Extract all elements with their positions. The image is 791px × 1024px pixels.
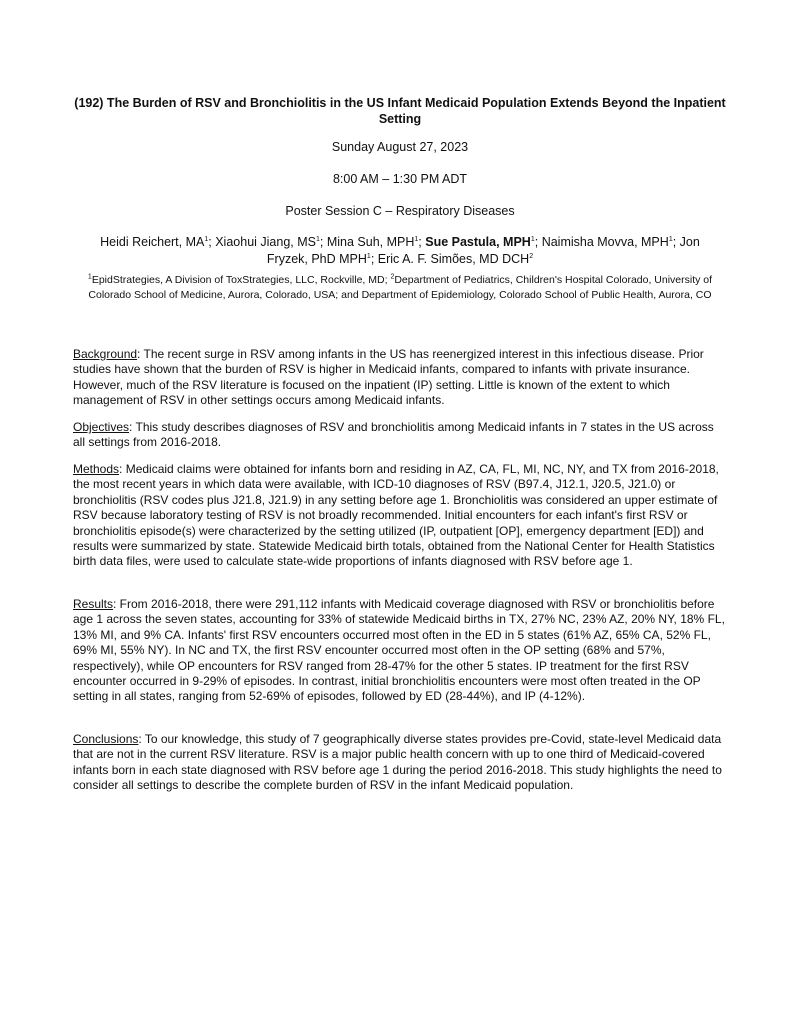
session-date: Sunday August 27, 2023 — [331, 140, 469, 154]
author: Eric A. F. Simões, MD DCH$^2$ — [377, 252, 534, 266]
section-heading: Results — [73, 597, 114, 611]
section-heading: Conclusions — [73, 732, 139, 746]
section-background — [73, 347, 725, 409]
abstract-title: (192) The Burden of RSV and Bronchiolitis in the US Infant Medicaid Population Extends Beyond the Inpatient Setting — [74, 96, 726, 126]
author-list — [95, 234, 705, 268]
section-body: : This study describes diagnoses of RSV and bronchiolitis among Medicaid infants in 7 states in the US across all settings from 2016-2018. — [73, 420, 714, 450]
section-conclusions — [73, 732, 725, 794]
section-objectives — [73, 420, 725, 451]
author: Naimisha Movva, MPH$^1$; — [541, 235, 680, 249]
section-methods — [73, 462, 725, 570]
presenting-author: Sue Pastula, MPH$^1$; — [425, 235, 542, 249]
author: Xiaohui Jiang, $MS^1$; — [215, 235, 327, 249]
section-body: : To our knowledge, this study of 7 geographically diverse states provides pre-Covid, state-level Medicaid data that are not in the current RSV literature. RSV is a major public health concern with up to one third of Medicaid-covered infants born in each state diagnosed with RSV before age 1 during the period 2016-2018. This study highlights the need to consider all settings to describe the complete burden of RSV in the infant Medicaid population. — [73, 732, 722, 793]
section-heading: Background — [73, 347, 138, 361]
section-heading: Methods — [73, 462, 120, 476]
affiliations: $^1$EpidStrategies, A Division of ToxStrategies, LLC, Rockville, MD; $^2$Department of Pediatrics, Children's Hospital Colorado, University of Colorado School of Medicine, Aurora, Colorado, USA; and Department of Epidemiology, Colorado School of Public Health, Aurora, CO — [87, 273, 713, 301]
session-name: Poster Session C – Respiratory Diseases — [285, 204, 515, 218]
section-heading: Objectives — [73, 420, 130, 434]
section-body: : Medicaid claims were obtained for infants born and residing in AZ, CA, FL, MI, NC, NY, and TX from 2016-2018, the most recent years in which data were available, with ICD-10 diagnoses of RSV (B97.4, J12.1, J20.5, J21.0) or bronchiolitis (RSV codes plus J21.8, J21.9) in any setting before age 1. Bronchiolitis was considered an upper estimate of RSV because laboratory testing of RSV is not broadly recommended. Initial encounters for each infant's first RSV or bronchiolitis episode(s) were characterized by the setting utilized (IP, outpatient [OP], emergency department [ED]) and results were summarized by state. Statewide Medicaid birth totals, obtained from the National Center for Health Statistics birth data files, were used to calculate state-wide proportions of infants diagnosed with RSV before age 1. — [73, 462, 719, 569]
section-body: : The recent surge in RSV among infants in the US has reenergized interest in this infectious disease. Prior studies have shown that the burden of RSV is higher in Medicaid infants, compared to infants with private insurance. However, much of the RSV literature is focused on the inpatient (IP) setting. Little is known of the extent to which management of RSV in other settings occurs among Medicaid infants. — [73, 347, 704, 408]
section-results — [73, 597, 725, 705]
author: Heidi Reichert, $MA^1$; — [100, 235, 216, 249]
author: Mina Suh, MPH$^1$; — [326, 235, 426, 249]
session-time: 8:00 AM – 1:30 PM ADT — [332, 172, 468, 186]
section-body: : From 2016-2018, there were 291,112 infants with Medicaid coverage diagnosed with RSV or bronchiolitis before age 1 across the seven states, accounting for 33% of statewide Medicaid births in TX, 27% NC, 23% AZ, 20% NY, 18% FL, 13% MI, and 9% CA. Infants' first RSV encounters occurred most often in the ED in 5 states (61% AZ, 65% CA, 52% FL, 69% MI, 55% NY). In NC and TX, the first RSV encounter occurred most often in the OP setting (68% and 57%, respectively), while OP encounters for RSV ranged from 28-47% for the other 5 states. IP treatment for the first RSV encounter occurred in 9-29% of episodes. In contrast, initial bronchiolitis encounters were most often treated in the OP setting in all states, ranging from 52-69% of episodes, followed by ED (28-44%), and IP (4-12%). — [73, 597, 725, 704]
author: Jon Fryzek, PhD MPH$^1$; — [266, 235, 700, 266]
